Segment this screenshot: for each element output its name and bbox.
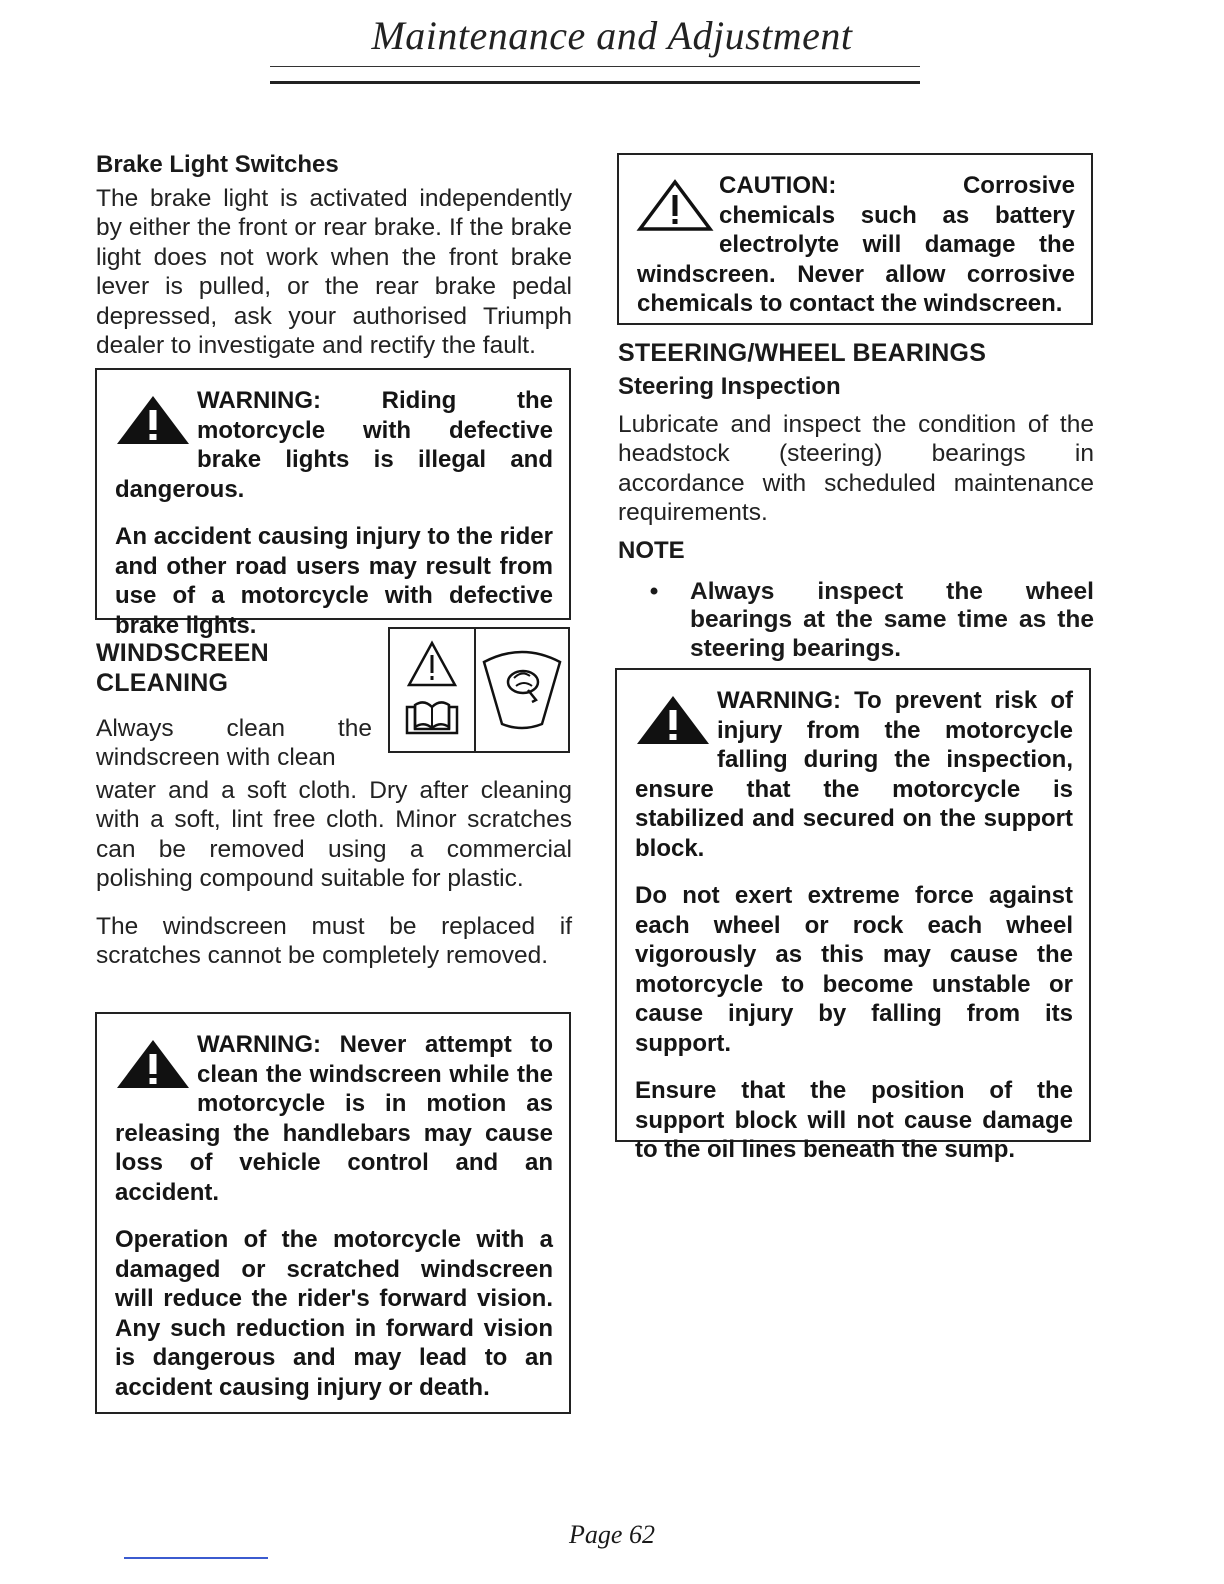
steering-section — [618, 338, 1094, 663]
windscreen-warning-consequence: Operation of the motorcycle with a damaged or scratched windscreen will reduce the rider's forward vision. Any such reduction in forward vision is dangerous and may lead to an accident causing injury or death. — [115, 1226, 553, 1401]
brake-light-warning-consequence: An accident causing injury to the rider and other road users may result from use of a motorcycle with defective brake lights. — [115, 523, 553, 639]
caution-text: CAUTION: Corrosive chemicals such as battery electrolyte will damage the windscreen. Never allow corrosive chemicals to contact the windscreen. — [637, 172, 1075, 317]
header-rule-thick — [270, 81, 920, 84]
windscreen-body-cont: water and a soft cloth. Dry after cleaning with a soft, lint free cloth. Minor scratches can be removed using a commercial polishing compound suitable for plastic. — [96, 777, 572, 893]
windscreen-heading-line1: WINDSCREEN — [96, 639, 269, 667]
steering-heading: STEERING/WHEEL BEARINGS — [618, 339, 987, 367]
warning-triangle-icon — [113, 1038, 197, 1092]
windscreen-cleaning-icon — [476, 640, 568, 740]
steering-warning-support-block: Ensure that the position of the support block will not cause damage to the oil lines beneath the sump. — [635, 1077, 1073, 1163]
steering-warning-text: WARNING: To prevent risk of injury from the motorcycle falling during the inspection, ensure that the motorcycle is stabilized and secured on the support block. — [635, 687, 1073, 862]
header-rule-thin — [270, 66, 920, 67]
note-list-item — [618, 578, 1094, 664]
windscreen-wash-symbol — [474, 629, 568, 751]
footer-line — [124, 1557, 268, 1559]
brake-light-heading: Brake Light Switches — [96, 151, 339, 178]
brake-light-body: The brake light is activated independently by either the front or rear brake. If the brake light does not work when the front brake lever is pulled, or the rear brake pedal depressed, ask your authorised Triumph dealer to investigate and rectify the fault. — [96, 185, 572, 360]
windscreen-body-start: Always clean the windscreen with clean — [96, 715, 372, 772]
note-item-text: Always inspect the wheel bearings at the same time as the steering bearings. — [690, 577, 1094, 662]
steering-subheading: Steering Inspection — [618, 373, 841, 400]
windscreen-warning-box — [95, 1012, 571, 1414]
note-label: NOTE — [618, 536, 685, 564]
steering-body: Lubricate and inspect the condition of the headstock (steering) bearings in accordance with scheduled maintenance requirements. — [618, 411, 1094, 527]
bullet-icon: • — [649, 577, 659, 605]
caution-box — [617, 153, 1093, 325]
warning-triangle-icon — [633, 694, 717, 748]
caution-triangle-icon — [635, 179, 719, 233]
brake-light-section — [96, 150, 572, 360]
read-manual-symbol — [390, 629, 474, 751]
page-number: Page 62 — [569, 1520, 655, 1549]
brake-light-warning-text: WARNING: Riding the motorcycle with defective brake lights is illegal and dangerous. — [115, 387, 553, 503]
windscreen-heading-block — [96, 638, 386, 773]
windscreen-symbol-panel — [388, 627, 570, 753]
windscreen-heading-line2: CLEANING — [96, 669, 229, 697]
caution-read-manual-icon — [397, 635, 467, 745]
windscreen-warning-text: WARNING: Never attempt to clean the windscreen while the motorcycle is in motion as releasing the handlebars may cause loss of vehicle control and an accident. — [115, 1031, 553, 1206]
steering-warning-force: Do not exert extreme force against each wheel or rock each wheel vigorously as this may cause the motorcycle to become unstable or cause injury by falling from its support. — [635, 882, 1073, 1057]
windscreen-replace-text: The windscreen must be replaced if scratches cannot be completely removed. — [96, 912, 572, 970]
windscreen-body-section — [96, 776, 572, 970]
steering-warning-box — [615, 668, 1091, 1163]
brake-light-warning-box — [95, 368, 571, 639]
warning-triangle-icon — [113, 394, 197, 448]
page-title: Maintenance and Adjustment — [371, 13, 853, 58]
